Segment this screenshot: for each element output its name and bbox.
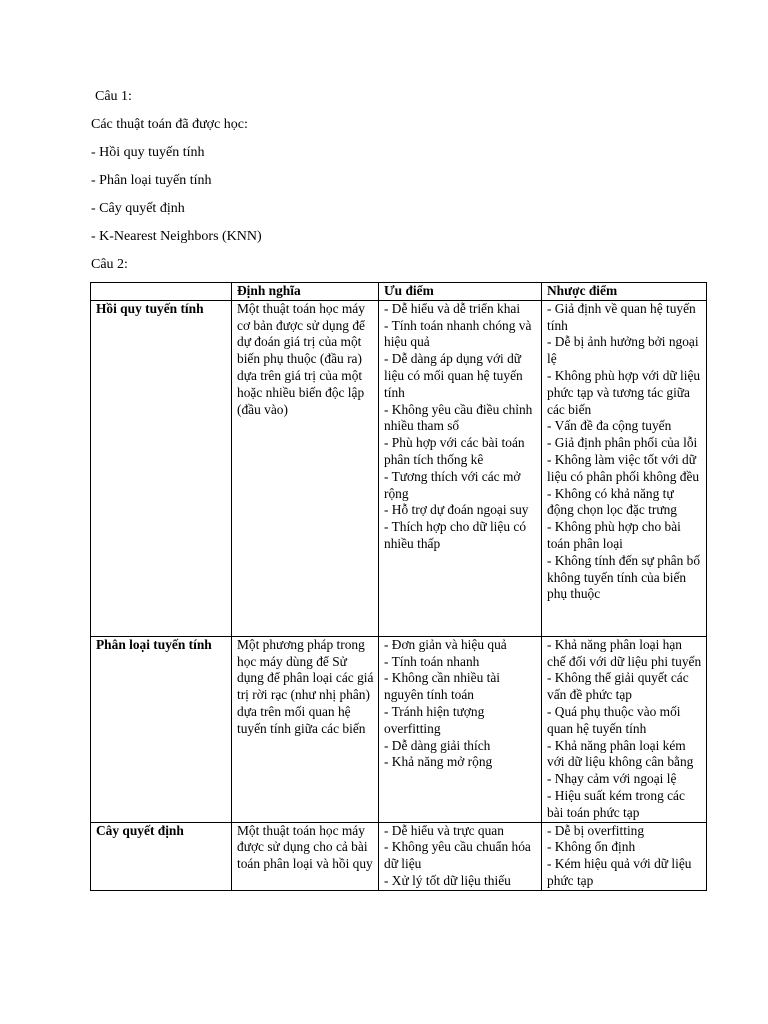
pros-item: - Tương thích với các mở rộng [384, 468, 521, 501]
row-definition: Một thuật toán học máy được sử dụng cho cả bài toán phân loại và hồi quy [232, 822, 379, 890]
cons-item: - Không có khả năng tự động chọn lọc đặc trưng [547, 485, 677, 518]
row-definition: Một phương pháp trong học máy dùng để Sử dụng để phân loại các giá trị rời rạc (như nhị phân) dựa trên mối quan hệ tuyến tính giữa các biến [232, 636, 379, 822]
pros-item: - Tránh hiện tượng overfitting [384, 703, 485, 736]
cons-item: - Quá phụ thuộc vào mối quan hệ tuyến tính [547, 703, 681, 736]
cons-item: - Kém hiệu quả với dữ liệu phức tạp [547, 856, 692, 888]
cons-item: - Không phù hợp cho bài toán phân loại [547, 519, 681, 551]
pros-item: - Dễ hiểu và trực quan [384, 822, 504, 838]
cons-item: - Không phù hợp với dữ liệu phức tạp và tương tác giữa các biến [547, 367, 701, 417]
question1-label: Câu 1: [95, 89, 132, 104]
row-pros [379, 300, 542, 636]
cons-item: - Giả định về quan hệ tuyến tính [547, 300, 696, 333]
row-definition: Một thuật toán học máy cơ bản được sử dụng để dự đoán giá trị của một biến phụ thuộc (đầu ra) dựa trên giá trị của một hoặc nhiều biến độc lập (đầu vào) [232, 300, 379, 636]
pros-item: - Thích hợp cho dữ liệu có nhiều thấp [384, 519, 527, 551]
table-row [91, 822, 707, 890]
cons-item: - Không thể giải quyết các vấn đề phức tạp [547, 670, 689, 703]
pros-item: - Dễ dàng áp dụng với dữ liệu có mối quan hệ tuyến tính [384, 351, 523, 400]
table-row [91, 636, 707, 822]
pros-item: - Tính toán nhanh chóng và hiệu quả [384, 317, 532, 350]
cons-item: - Vấn đề đa cộng tuyến [547, 418, 672, 434]
cons-item: - Hiệu suất kém trong các bài toán phức tạp [547, 787, 685, 820]
pros-item: - Không cần nhiều tài nguyên tính toán [384, 670, 501, 703]
pros-item: - Không yêu cầu điều chỉnh nhiều tham số [384, 401, 533, 434]
row-cons [542, 636, 707, 822]
algorithm-list-item: - K-Nearest Neighbors (KNN) [91, 229, 262, 244]
row-cons [542, 822, 707, 890]
table-header-cell: Định nghĩa [232, 283, 379, 301]
row-pros [379, 822, 542, 890]
question2-label: Câu 2: [91, 257, 128, 272]
cons-item: - Không làm việc tốt với dữ liệu có phân phối không đều [547, 451, 700, 484]
cons-item: - Không ổn định [547, 839, 636, 855]
table-row [91, 300, 707, 636]
row-pros [379, 636, 542, 822]
cons-item: - Dễ bị ảnh hưởng bởi ngoại lệ [547, 334, 699, 367]
pros-item: - Phù hợp với các bài toán phân tích thống kê [384, 435, 525, 467]
cons-item: - Không tính đến sự phân bố không tuyến tính của biến phụ thuộc [547, 552, 701, 602]
pros-item: - Hỗ trợ dự đoán ngoại suy [384, 502, 529, 518]
algorithm-list-item: - Phân loại tuyến tính [91, 173, 212, 188]
cons-item: - Dễ bị overfitting [547, 822, 645, 838]
table-header-cell: Nhược điểm [542, 283, 707, 301]
pros-item: - Dễ hiểu và dễ triển khai [384, 300, 521, 316]
pros-item: - Xử lý tốt dữ liệu thiếu [384, 872, 511, 888]
table-header-cell: Ưu điểm [379, 283, 542, 301]
cons-item: - Giả định phân phối của lỗi [547, 435, 698, 451]
pros-item: - Không yêu cầu chuẩn hóa dữ liệu [384, 839, 531, 872]
comparison-table [90, 282, 707, 891]
row-algorithm-name: Cây quyết định [91, 822, 232, 890]
pros-item: - Dễ dàng giải thích [384, 737, 491, 753]
pros-item: - Khả năng mở rộng [384, 754, 493, 770]
algorithm-list-item: - Cây quyết định [91, 201, 185, 216]
pros-item: - Tính toán nhanh [384, 653, 480, 669]
algorithm-list-item: - Hồi quy tuyến tính [91, 145, 205, 160]
pros-item: - Đơn giản và hiệu quả [384, 636, 507, 652]
table-header-row [91, 283, 707, 301]
table-header-cell [91, 283, 232, 301]
cons-item: - Khả năng phân loại hạn chế đối với dữ liệu phi tuyến [547, 636, 702, 669]
cons-item: - Khả năng phân loại kém với dữ liệu không cân bằng [547, 737, 694, 770]
row-cons [542, 300, 707, 636]
row-algorithm-name: Hồi quy tuyến tính [91, 300, 232, 636]
row-algorithm-name: Phân loại tuyến tính [91, 636, 232, 822]
question1-intro: Các thuật toán đã được học: [91, 117, 248, 132]
cons-item: - Nhạy cảm với ngoại lệ [547, 771, 677, 787]
